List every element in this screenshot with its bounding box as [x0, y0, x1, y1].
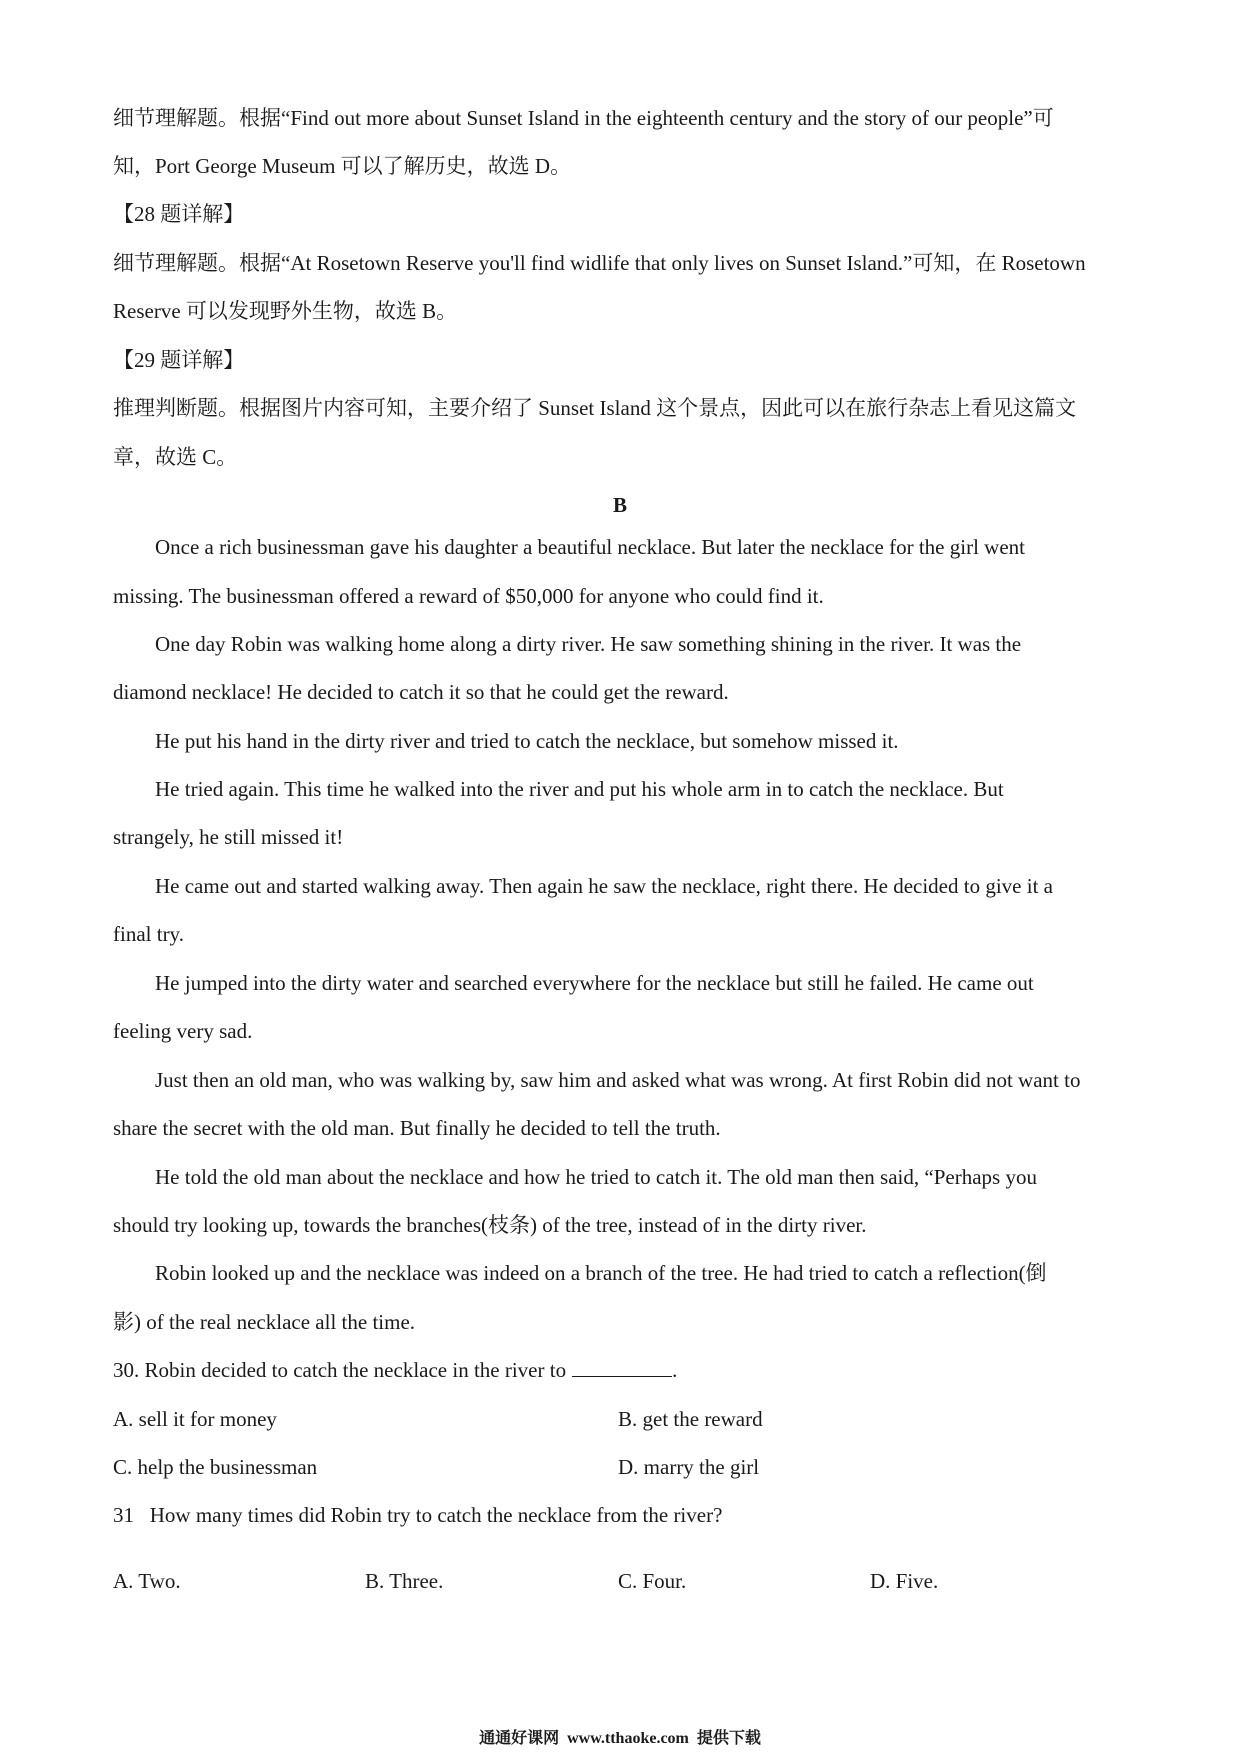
passage-p6-line-1: He jumped into the dirty water and searched everywhere for the necklace but still he failed. He came out	[155, 971, 1034, 995]
passage-p5-line-1: He came out and started walking away. Then again he saw the necklace, right there. He decided to give it a	[155, 874, 1053, 898]
passage-p4-line-1: He tried again. This time he walked into the river and put his whole arm in to catch the necklace. But	[155, 777, 1004, 801]
q31-option-d[interactable]: D. Five.	[870, 1569, 939, 1593]
q29-heading: 【29 题详解】	[113, 348, 245, 372]
section-title: B	[612, 493, 627, 517]
passage-p9-line-2: 影) of the real necklace all the time.	[113, 1310, 416, 1334]
question-31-stem: 31 How many times did Robin try to catch the necklace from the river?	[113, 1503, 723, 1527]
q30-option-b[interactable]: B. get the reward	[618, 1407, 763, 1431]
passage-p6-line-2: feeling very sad.	[113, 1019, 253, 1043]
page-footer: 通通好课网 www.tthaoke.com 提供下载	[479, 1730, 761, 1747]
passage-p4-line-2: strangely, he still missed it!	[113, 825, 344, 849]
q28-explanation-line-2: Reserve 可以发现野外生物，故选 B。	[113, 299, 458, 323]
passage-p7-line-2: share the secret with the old man. But finally he decided to tell the truth.	[113, 1116, 721, 1140]
q29-explanation-line-1: 推理判断题。根据图片内容可知，主要介绍了 Sunset Island 这个景点，因此可以在旅行杂志上看见这篇文	[113, 396, 1077, 420]
q30-option-d[interactable]: D. marry the girl	[618, 1455, 760, 1479]
passage-p1-line-1: Once a rich businessman gave his daughter a beautiful necklace. But later the necklace for the girl went	[155, 535, 1025, 559]
q30-option-a[interactable]: A. sell it for money	[113, 1407, 277, 1431]
passage-p1-line-2: missing. The businessman offered a reward of $50,000 for anyone who could find it.	[113, 584, 824, 608]
q28-heading: 【28 题详解】	[113, 202, 245, 226]
q31-option-a[interactable]: A. Two.	[113, 1569, 181, 1593]
passage-p8-line-1: He told the old man about the necklace and how he tried to catch it. The old man then said, “Perhaps you	[155, 1165, 1037, 1189]
q27-explanation-line-1: 细节理解题。根据“Find out more about Sunset Island in the eighteenth century and the story of our people”可	[113, 106, 1054, 130]
q30-option-c[interactable]: C. help the businessman	[113, 1455, 318, 1479]
q31-option-b[interactable]: B. Three.	[365, 1569, 444, 1593]
passage-p9-line-1: Robin looked up and the necklace was indeed on a branch of the tree. He had tried to catch a reflection(倒	[155, 1261, 1047, 1285]
passage-p2-line-2: diamond necklace! He decided to catch it so that he could get the reward.	[113, 680, 729, 704]
answer-blank	[572, 1358, 672, 1377]
question-30	[113, 1356, 677, 1384]
q31-option-c[interactable]: C. Four.	[618, 1569, 687, 1593]
passage-p2-line-1: One day Robin was walking home along a dirty river. He saw something shining in the river. It was the	[155, 632, 1022, 656]
q29-explanation-line-2: 章，故选 C。	[113, 445, 238, 469]
q28-explanation-line-1: 细节理解题。根据“At Rosetown Reserve you'll find widlife that only lives on Sunset Island.”可知，在 Rosetown	[113, 251, 1086, 275]
question-30-end: .	[672, 1358, 678, 1382]
passage-p7-line-1: Just then an old man, who was walking by, saw him and asked what was wrong. At first Robin did not want to	[155, 1068, 1081, 1092]
question-30-stem: 30. Robin decided to catch the necklace in the river to	[113, 1358, 567, 1382]
q27-explanation-line-2: 知，Port George Museum 可以了解历史，故选 D。	[113, 154, 572, 178]
passage-p5-line-2: final try.	[113, 922, 184, 946]
passage-p3-line-1: He put his hand in the dirty river and tried to catch the necklace, but somehow missed it.	[155, 729, 899, 753]
passage-p8-line-2: should try looking up, towards the branches(枝条) of the tree, instead of in the dirty river.	[113, 1213, 867, 1237]
